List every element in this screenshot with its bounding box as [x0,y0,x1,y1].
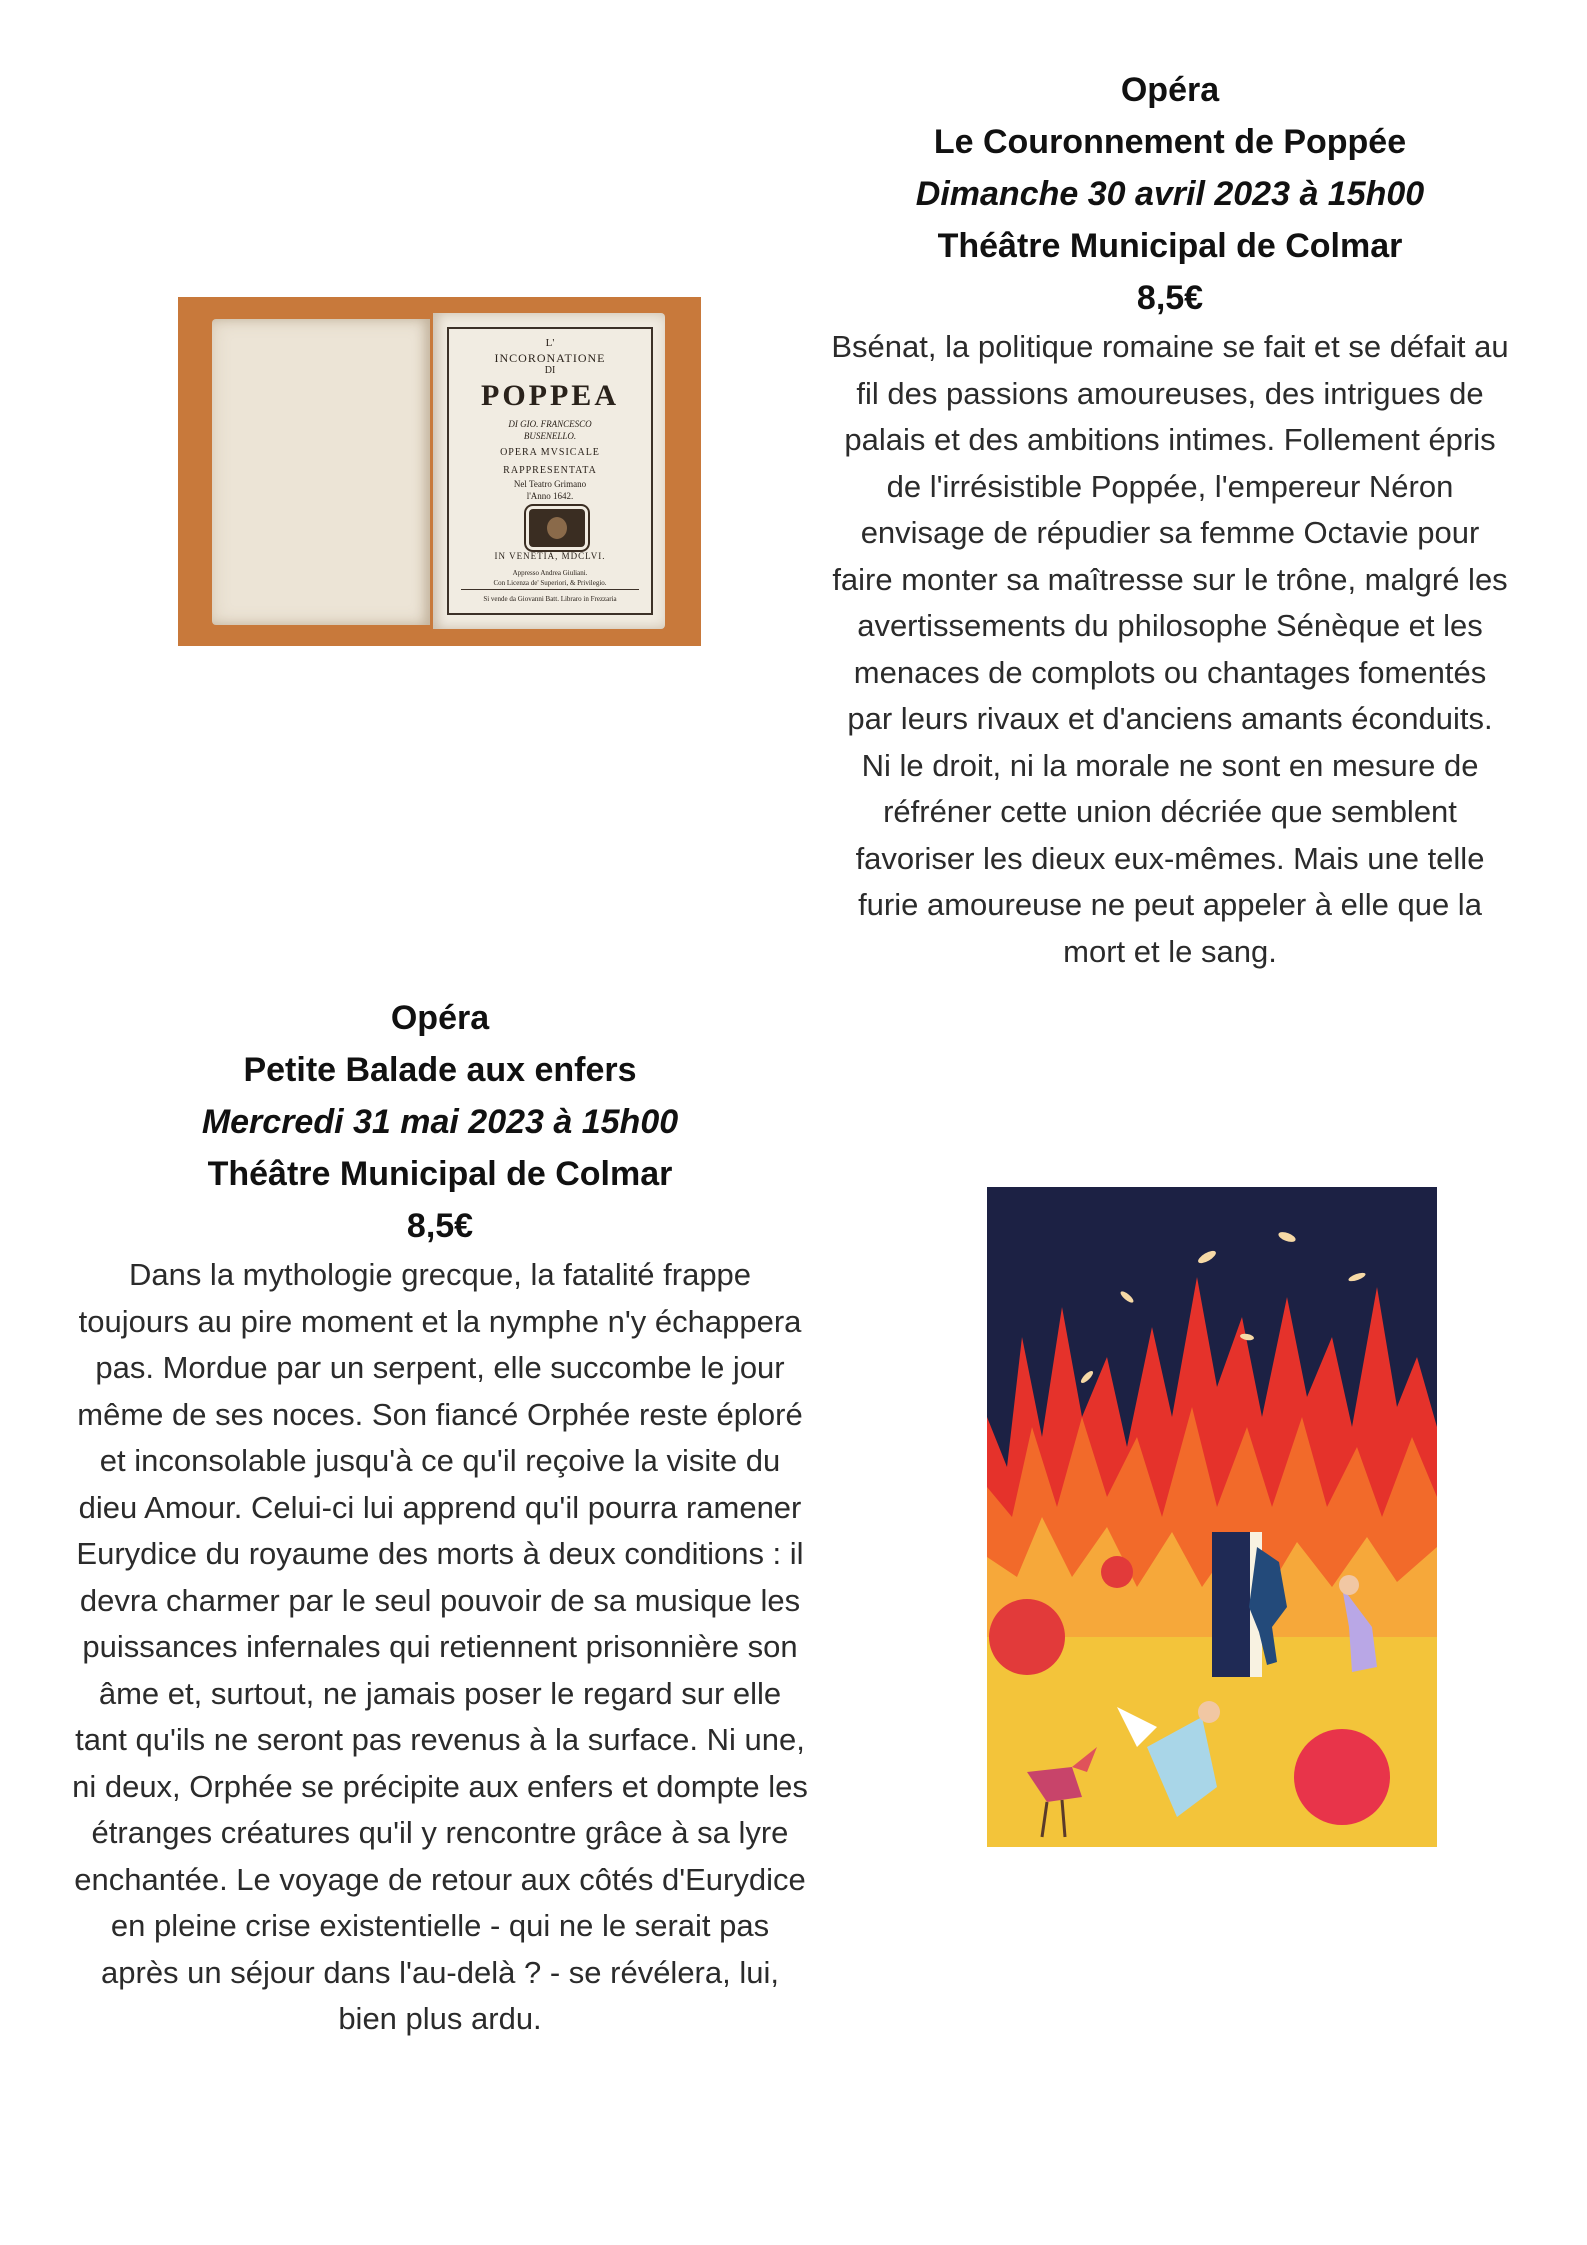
red-creature-left [989,1599,1065,1675]
underworld-illustration [987,1187,1437,1847]
event-venue: Théâtre Municipal de Colmar [207,1155,673,1193]
title-page-line: Con Licenza de' Superiori, & Privilegio. [493,579,607,587]
fire-scene [987,1187,1437,1847]
title-page-line: OPERA MVSICALE [500,447,600,458]
event-date: Mercredi 31 mai 2023 à 15h00 [201,1103,679,1141]
printer-emblem [529,509,585,547]
title-page-line: l'Anno 1642. [526,491,574,501]
door [1212,1532,1250,1677]
event-genre: Opéra [1120,71,1220,109]
event-description: Bsénat, la politique romaine se fait et se défait au fil des passions amoureuses, des intrigues de palais et des ambitions intimes. Follement épris de l'irrésistible Poppée, l'empereur Néron envisage de répudier sa femme Octavie pour faire monter sa maîtresse sur le trône, malgré les avertissements du philosophe Sénèque et les menaces de complots ou chantages fomentés par leurs rivaux et d'anciens amants éconduits. Ni le droit, ni la morale ne sont en mesure de réfréner cette union décriée que semblent favoriser les dieux eux-mêmes. Mais une telle furie amoureuse ne peut appeler à elle que la mort et le sang. [831,329,1509,969]
event-price: 8,5€ [1136,279,1204,317]
red-creature-small [1101,1556,1133,1588]
title-page-line: INCORONATIONE [494,351,606,365]
title-page-line: BUSENELLO. [523,431,577,441]
event-balade-enfers [70,992,810,2043]
event-poppee [830,64,1510,975]
event-genre: Opéra [390,999,490,1037]
title-page-line: Si vende da Giovanni Batt. Libraro in Frezzaria [483,595,617,603]
title-page-line: IN VENETIA, MDCLVI. [494,551,606,561]
title-page-rule [461,589,639,590]
title-page-line: Appresso Andrea Giuliani. [512,569,588,577]
blank-page [212,319,430,625]
title-page-line: DI [544,365,556,376]
event-price: 8,5€ [406,1207,474,1245]
title-page-line: L' [545,337,555,349]
event-title: Petite Balade aux enfers [243,1051,637,1089]
title-page-frame [447,327,653,615]
title-page-line: DI GIO. FRANCESCO [508,419,592,429]
event-description: Dans la mythologie grecque, la fatalité frappe toujours au pire moment et la nymphe n'y échappera pas. Mordue par un serpent, elle succombe le jour même de ses noces. Son fiancé Orphée reste éploré et inconsolable jusqu'à ce qu'il reçoive la visite du dieu Amour. Celui-ci lui apprend qu'il pourra ramener Eurydice du royaume des morts à deux conditions : il devra charmer par le seul pouvoir de sa musique les puissances infernales qui retiennent prisonnière son âme et, surtout, ne jamais poser le regard sur elle tant qu'ils ne seront pas revenus à la surface. Ni une, ni deux, Orphée se précipite aux enfers et dompte les étranges créatures qu'il y rencontre grâce à sa lyre enchantée. Le voyage de retour aux côtés d'Eurydice en pleine crise existentielle - qui ne le serait pas après un séjour dans l'au-delà ? - se révélera, lui, bien plus ardu. [72,1257,808,2036]
red-creature-right [1294,1729,1390,1825]
title-page-line: RAPPRESENTATA [503,465,597,476]
poppea-libretto-image [178,297,701,646]
title-page-line: POPPEA [481,379,619,412]
event-title: Le Couronnement de Poppée [933,123,1407,161]
title-page [433,313,665,629]
title-page-line: Nel Teatro Grimano [513,479,587,489]
event-venue: Théâtre Municipal de Colmar [937,227,1403,265]
event-date: Dimanche 30 avril 2023 à 15h00 [915,175,1425,213]
